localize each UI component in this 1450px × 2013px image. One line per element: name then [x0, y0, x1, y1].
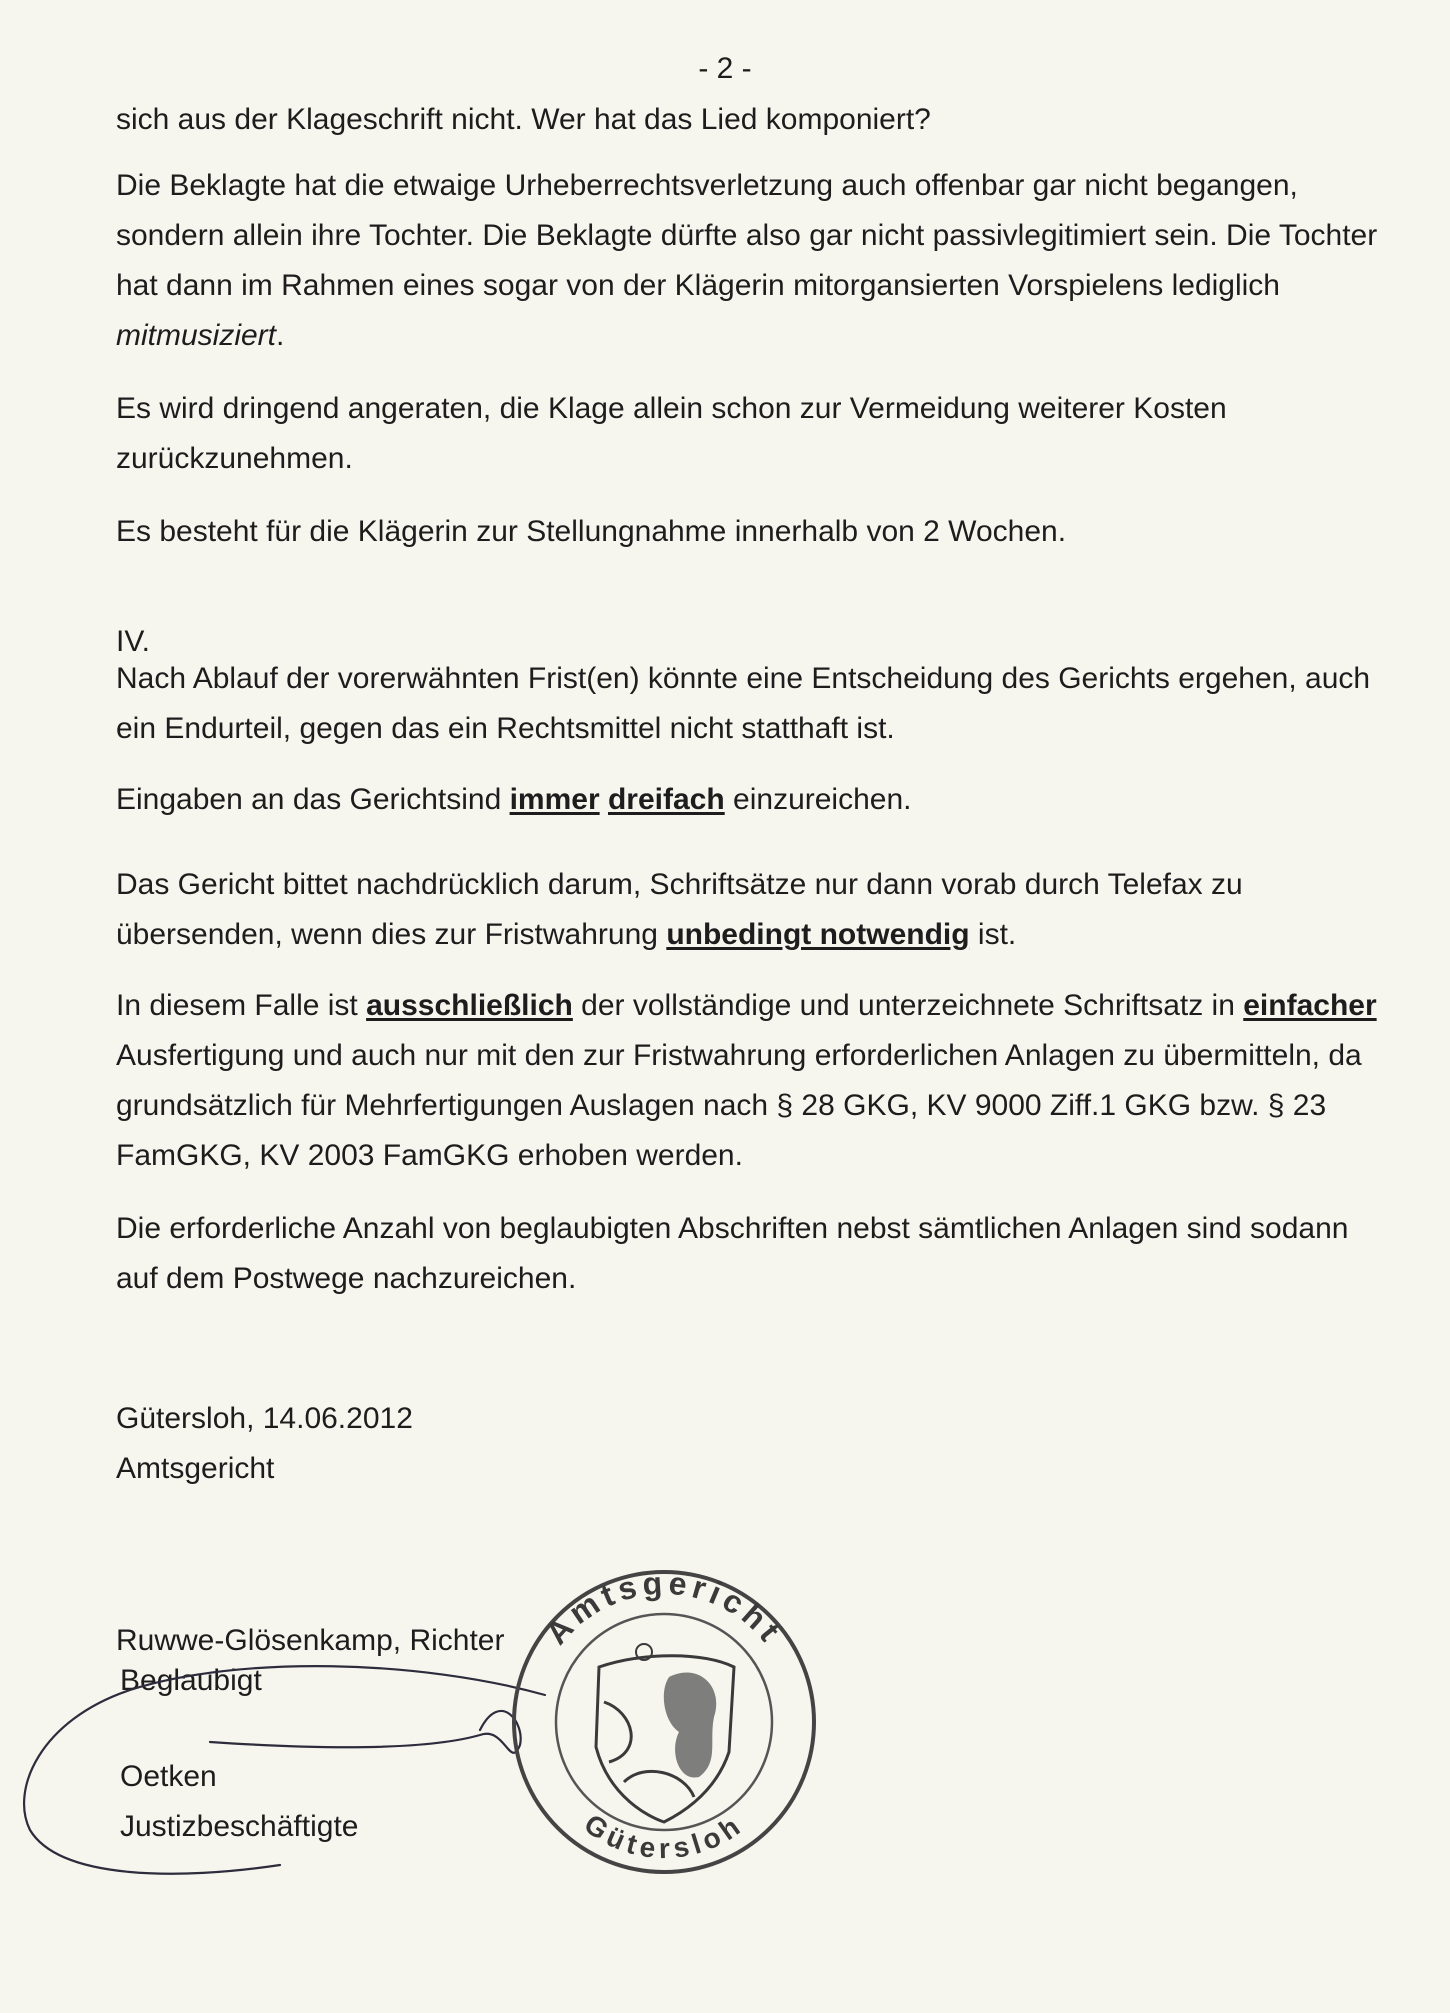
- paragraph-8-pre: In diesem Falle ist: [116, 989, 367, 1022]
- paragraph-8-post: Ausfertigung und auch nur mit den zur Fristwahrung erforderlichen Anlagen zu übermitteln, da grundsätzlich für Mehrfertigungen Auslagen nach § 28 GKG, KV 9000 Ziff.1 GKG bzw. § 23 FamGKG, KV 2003 FamGKG erhoben werden.: [116, 1039, 1362, 1172]
- paragraph-6-pre: Eingaben an das Gerichtsind: [116, 783, 510, 816]
- court-seal: [514, 1565, 814, 1872]
- judge-name: Ruwwe-Glösenkamp, Richter: [116, 1624, 505, 1657]
- paragraph-5: Nach Ablauf der vorerwähnten Frist(en) könnte eine Entscheidung des Gerichts ergehen, auch ein Endurteil, gegen das ein Rechtsmittel nicht statthaft ist.: [116, 662, 1371, 745]
- bold-immer: immer: [509, 783, 600, 816]
- svg-text:Amtsgericht: Amtsgericht: [538, 1564, 791, 1652]
- emphasis-mitmusiziert: mitmusiziert: [116, 319, 277, 352]
- section-heading: IV.: [116, 625, 150, 658]
- bold-dreifach: dreifach: [607, 783, 725, 816]
- paragraph-4: Es besteht für die Klägerin zur Stellungnahme innerhalb von 2 Wochen.: [116, 515, 1067, 548]
- paragraph-1: sich aus der Klageschrift nicht. Wer hat das Lied komponiert?: [116, 103, 931, 136]
- clerk-name: Oetken: [120, 1760, 217, 1793]
- certified-label: Beglaubigt: [120, 1664, 262, 1697]
- paragraph-2-end: .: [276, 319, 285, 352]
- paragraph-3: Es wird dringend angeraten, die Klage allein schon zur Vermeidung weiterer Kosten zurückzunehmen.: [116, 392, 1227, 475]
- bold-ausschliesslich: ausschließlich: [366, 989, 573, 1022]
- paragraph-9: Die erforderliche Anzahl von beglaubigten Abschriften nebst sämtlichen Anlagen sind sodann auf dem Postwege nachzureichen.: [116, 1212, 1349, 1295]
- paragraph-6-post: einzureichen.: [724, 783, 912, 816]
- court-name: Amtsgericht: [116, 1452, 275, 1485]
- paragraph-8-mid: der vollständige und unterzeichnete Schriftsatz in: [572, 989, 1244, 1022]
- paragraph-7-post: ist.: [969, 918, 1017, 951]
- page-number: - 2 -: [698, 52, 752, 85]
- place-date: Gütersloh, 14.06.2012: [116, 1402, 413, 1435]
- signature-stroke: [24, 1666, 545, 1874]
- clerk-title: Justizbeschäftigte: [120, 1810, 359, 1843]
- paragraph-2-text: Die Beklagte hat die etwaige Urheberrechtsverletzung auch offenbar gar nicht begangen, sondern allein ihre Tochter. Die Beklagte dürfte also gar nicht passivlegitimiert sein. Die Tochter hat dann im Rahmen eines sogar von der Klägerin mitorgansierten Vorspielens lediglich: [116, 169, 1378, 302]
- bold-einfacher: einfacher: [1243, 989, 1377, 1022]
- bold-unbedingt-notwendig: unbedingt notwendig: [666, 918, 970, 951]
- paragraph-7-pre: Das Gericht bittet nachdrücklich darum, Schriftsätze nur dann vorab durch Telefax zu übersenden, wenn dies zur Fristwahrung: [116, 868, 1243, 951]
- svg-text:Gütersloh: Gütersloh: [578, 1807, 750, 1865]
